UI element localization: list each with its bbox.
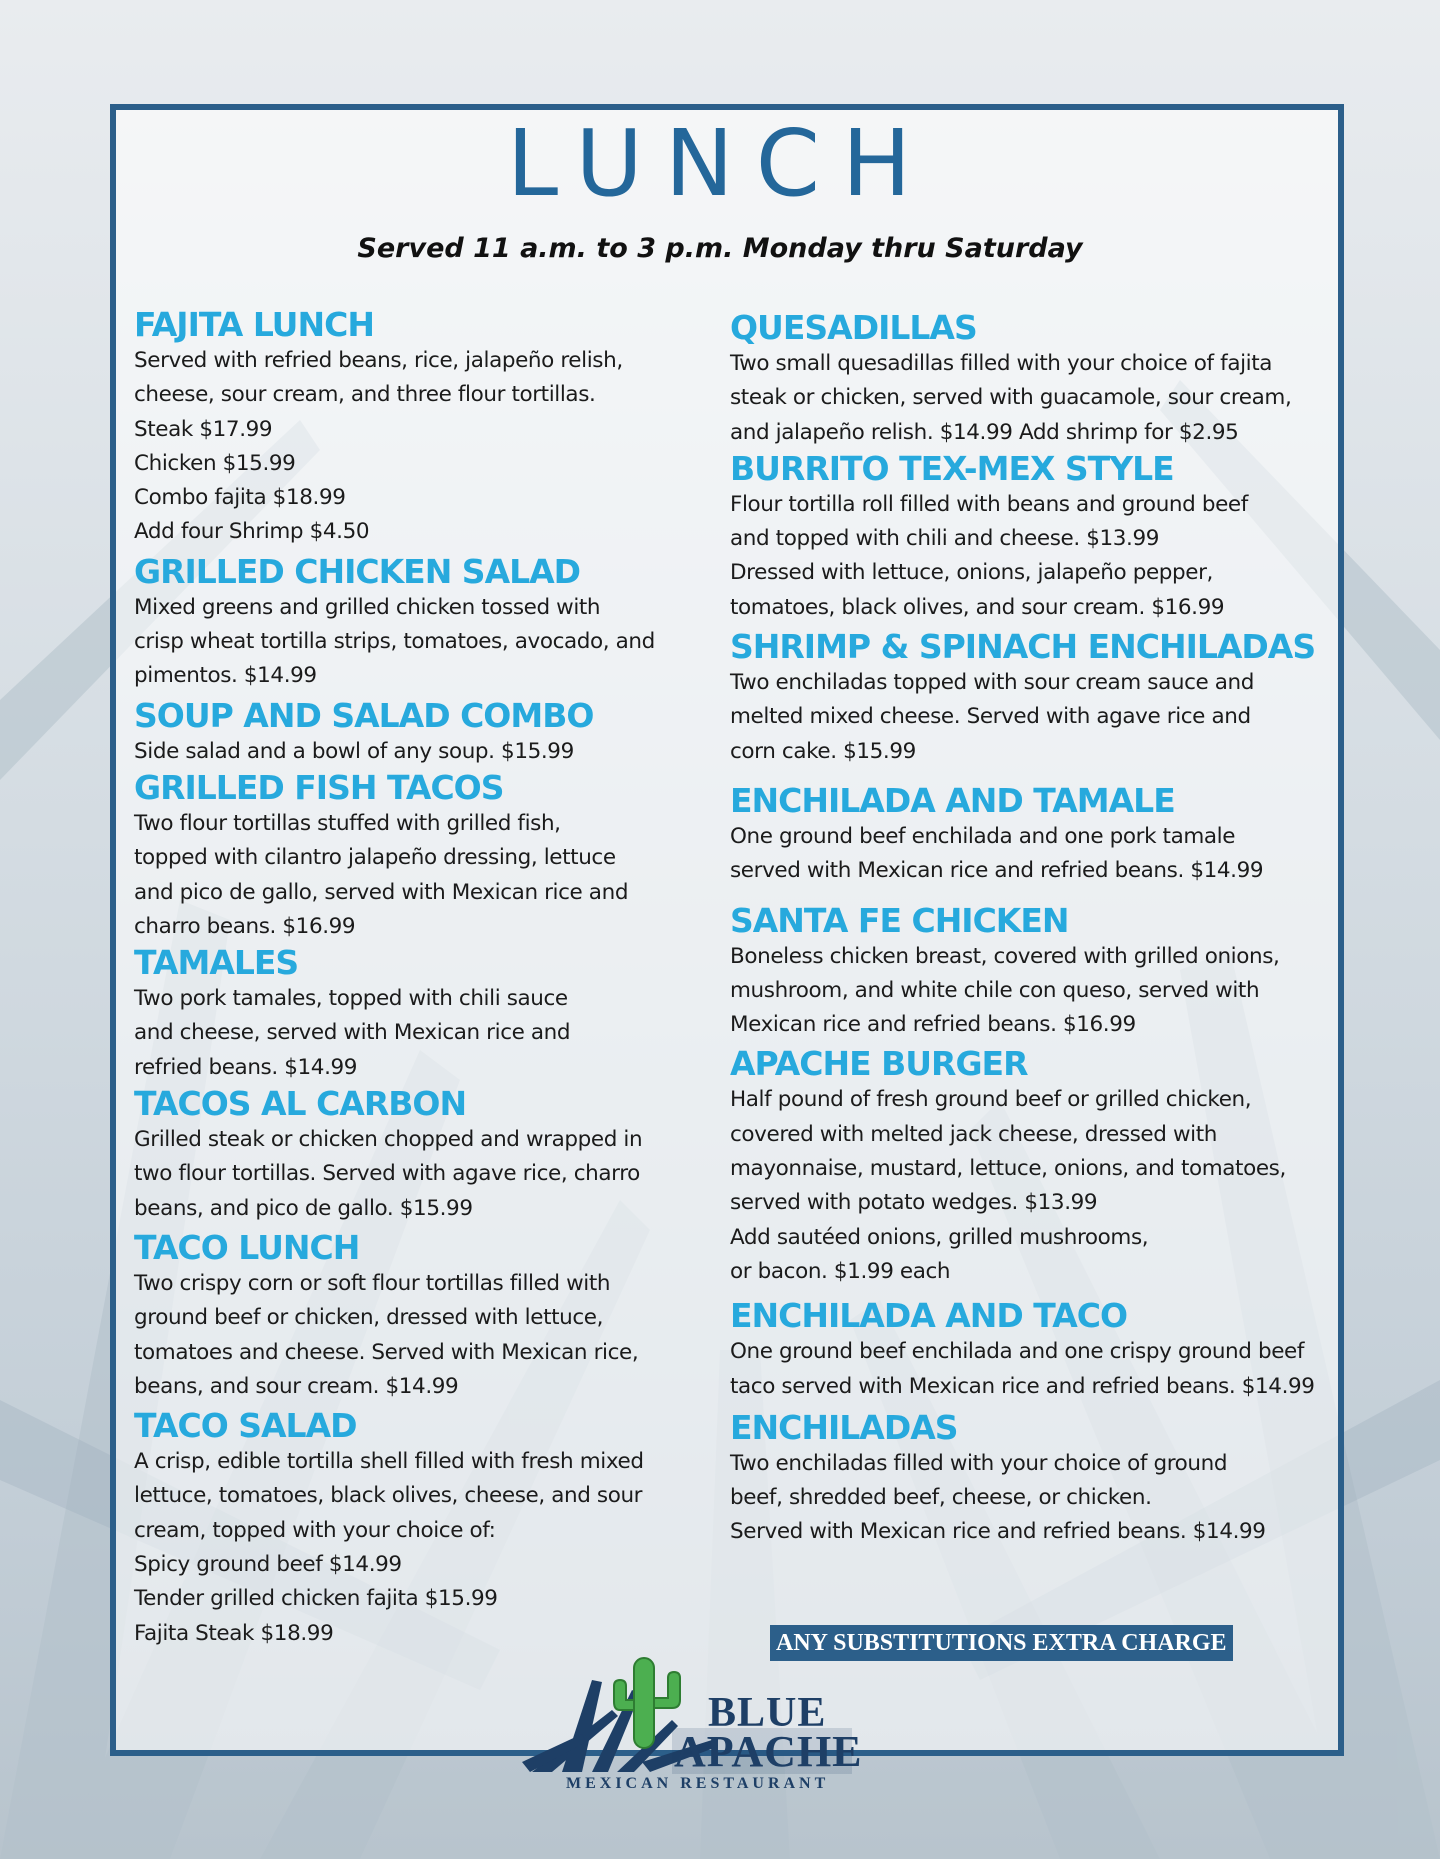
item-line: Fajita Steak $18.99 <box>134 1620 334 1646</box>
serving-hours: Served 11 a.m. to 3 p.m. Monday thru Saturday <box>357 233 1083 264</box>
menu-item-enchilada-and-tamale <box>730 782 1330 889</box>
item-heading: TACO LUNCH <box>134 1227 360 1267</box>
item-line: charro beans. $16.99 <box>134 913 356 939</box>
item-heading: SOUP AND SALAD COMBO <box>134 695 594 735</box>
left-menu-column <box>134 306 694 1651</box>
item-line: Served with Mexican rice and refried beans. $14.99 <box>730 1519 1266 1545</box>
item-heading: TAMALES <box>134 943 299 983</box>
item-line: Steak $17.99 <box>134 416 273 442</box>
item-line: Served with refried beans, rice, jalapeño relish, <box>134 348 623 373</box>
item-heading: SANTA FE CHICKEN <box>730 900 1069 940</box>
item-line: and pico de gallo, served with Mexican rice and <box>134 879 629 905</box>
item-line: Grilled steak or chicken chopped and wrapped in <box>134 1127 643 1153</box>
item-line: Combo fajita $18.99 <box>134 485 346 511</box>
item-line: Half pound of fresh ground beef or grilled chicken, <box>730 1087 1252 1113</box>
item-heading: APACHE BURGER <box>730 1044 1028 1084</box>
menu-item-santa-fe-chicken <box>730 902 1330 1043</box>
item-line: tomatoes and cheese. Served with Mexican rice, <box>134 1339 639 1365</box>
item-line: pimentos. $14.99 <box>134 663 317 689</box>
menu-item-shrimp-spinach-enchiladas <box>730 628 1330 769</box>
item-line: Two pork tamales, topped with chili sauce <box>134 986 568 1012</box>
item-line: mayonnaise, mustard, lettuce, onions, and tomatoes, <box>730 1156 1286 1182</box>
right-menu-column <box>730 309 1330 1550</box>
item-line: Mexican rice and refried beans. $16.99 <box>730 1012 1136 1038</box>
item-line: A crisp, edible tortilla shell filled with fresh mixed <box>134 1449 644 1475</box>
item-line: melted mixed cheese. Served with agave rice and <box>730 704 1251 730</box>
menu-item-apache-burger <box>730 1045 1330 1289</box>
item-heading: FAJITA LUNCH <box>134 305 374 344</box>
menu-item-tacos-al-carbon <box>134 1085 694 1226</box>
item-line: Two enchiladas filled with your choice of ground <box>730 1450 1228 1476</box>
menu-item-enchiladas <box>730 1409 1330 1550</box>
item-heading: QUESADILLAS <box>730 308 977 347</box>
item-heading: SHRIMP & SPINACH ENCHILADAS <box>730 627 1316 667</box>
item-line: Two enchiladas topped with sour cream sauce and <box>730 670 1255 696</box>
menu-item-grilled-chicken-salad <box>134 553 694 694</box>
item-line: and topped with chili and cheese. $13.99 <box>730 526 1160 552</box>
item-line: covered with melted jack cheese, dressed with <box>730 1121 1217 1147</box>
item-heading: GRILLED FISH TACOS <box>134 767 504 807</box>
menu-item-taco-lunch <box>134 1229 694 1404</box>
item-heading: TACOS AL CARBON <box>134 1084 467 1124</box>
item-heading: ENCHILADAS <box>730 1407 958 1447</box>
item-heading: ENCHILADA AND TAMALE <box>730 780 1175 820</box>
item-line: One ground beef enchilada and one crispy ground beef <box>730 1339 1305 1365</box>
menu-item-soup-and-salad-combo <box>134 697 694 769</box>
item-line: and jalapeño relish. $14.99 Add shrimp for $2.95 <box>730 419 1239 445</box>
item-line: Two crispy corn or soft flour tortillas filled with <box>134 1270 611 1296</box>
item-line: Add four Shrimp $4.50 <box>134 519 370 545</box>
item-line: Boneless chicken breast, covered with grilled onions, <box>730 943 1280 969</box>
item-line: One ground beef enchilada and one pork tamale <box>730 823 1236 849</box>
item-line: steak or chicken, served with guacamole, sour cream, <box>730 385 1292 411</box>
item-line: served with potato wedges. $13.99 <box>730 1190 1098 1216</box>
page-title: LUNCH <box>506 110 934 217</box>
item-line: Chicken $15.99 <box>134 450 296 476</box>
menu-item-enchilada-and-taco <box>730 1297 1330 1404</box>
menu-item-grilled-fish-tacos <box>134 769 694 944</box>
item-line: Spicy ground beef $14.99 <box>134 1552 402 1578</box>
item-line: lettuce, tomatoes, black olives, cheese, and sour <box>134 1483 643 1509</box>
item-line: refried beans. $14.99 <box>134 1054 358 1080</box>
item-line: topped with cilantro jalapeño dressing, lettuce <box>134 845 616 871</box>
item-line: Add sautéed onions, grilled mushrooms, <box>730 1224 1149 1250</box>
item-line: corn cake. $15.99 <box>730 738 916 764</box>
item-line: Mixed greens and grilled chicken tossed with <box>134 594 601 620</box>
item-line: beans, and sour cream. $14.99 <box>134 1373 459 1399</box>
item-line: ground beef or chicken, dressed with lettuce, <box>134 1305 604 1331</box>
menu-item-quesadillas <box>730 309 1330 450</box>
item-line: served with Mexican rice and refried beans. $14.99 <box>730 858 1264 884</box>
menu-item-burrito-tex-mex-style <box>730 450 1330 625</box>
item-line: Flour tortilla roll filled with beans and ground beef <box>730 491 1248 517</box>
item-heading: TACO SALAD <box>134 1406 357 1446</box>
logo-tagline: MEXICAN RESTAURANT <box>566 1775 830 1792</box>
item-line: Two small quesadillas filled with your choice of fajita <box>730 351 1273 376</box>
item-line: crisp wheat tortilla strips, tomatoes, avocado, and <box>134 629 655 655</box>
menu-item-taco-salad <box>134 1407 694 1651</box>
item-line: Two flour tortillas stuffed with grilled fish, <box>134 810 561 836</box>
menu-item-fajita-lunch <box>134 306 694 550</box>
logo-text-blue: BLUE <box>708 1690 827 1736</box>
item-line: beef, shredded beef, cheese, or chicken. <box>730 1485 1152 1511</box>
item-heading: ENCHILADA AND TACO <box>730 1296 1128 1336</box>
item-line: taco served with Mexican rice and refried beans. $14.99 <box>730 1373 1315 1399</box>
item-line: or bacon. $1.99 each <box>730 1258 951 1284</box>
menu-item-tamales <box>134 944 694 1085</box>
logo-text-apache: APACHE <box>674 1727 863 1776</box>
item-line: mushroom, and white chile con queso, served with <box>730 977 1260 1003</box>
item-heading: BURRITO TEX-MEX STYLE <box>730 448 1174 488</box>
item-line: Dressed with lettuce, onions, jalapeño pepper, <box>730 560 1213 586</box>
item-line: Tender grilled chicken fajita $15.99 <box>134 1586 498 1612</box>
substitutions-notice: ANY SUBSTITUTIONS EXTRA CHARGE <box>770 1625 1233 1661</box>
item-line: cheese, sour cream, and three flour tortillas. <box>134 382 596 408</box>
item-line: two flour tortillas. Served with agave rice, charro <box>134 1161 640 1187</box>
restaurant-logo <box>522 1650 862 1790</box>
item-line: cream, topped with your choice of: <box>134 1517 496 1543</box>
item-line: and cheese, served with Mexican rice and <box>134 1020 571 1046</box>
item-heading: GRILLED CHICKEN SALAD <box>134 551 581 591</box>
item-line: Side salad and a bowl of any soup. $15.99 <box>134 738 574 764</box>
item-line: tomatoes, black olives, and sour cream. $16.99 <box>730 594 1225 620</box>
item-line: beans, and pico de gallo. $15.99 <box>134 1195 473 1221</box>
